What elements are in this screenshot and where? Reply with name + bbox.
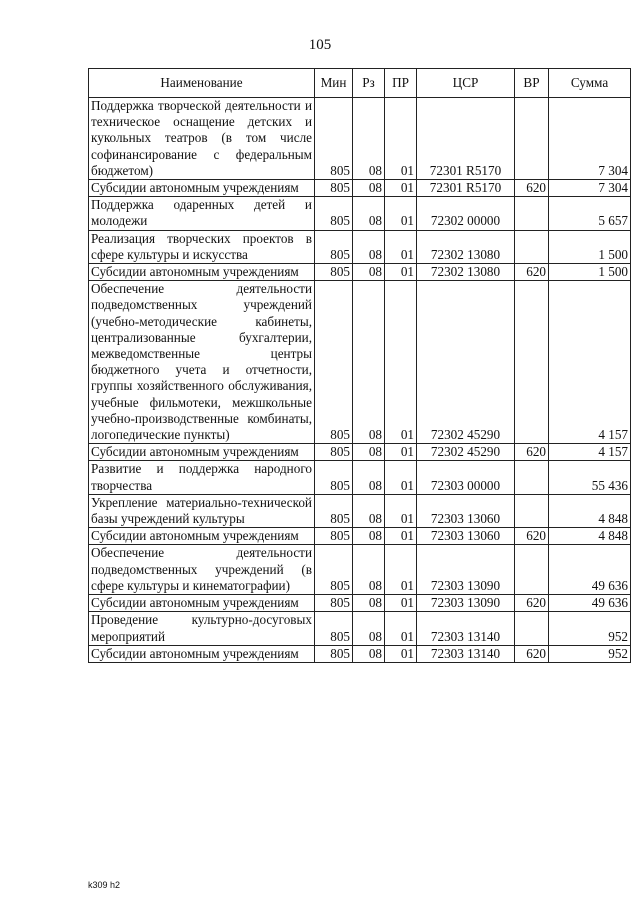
cell-name: Обеспечение деятельности подведомственных учреждений (в сфере культуры и кинематографии) bbox=[89, 545, 315, 595]
table-row bbox=[89, 461, 631, 494]
cell-vr: 620 bbox=[515, 528, 549, 545]
cell-csr: 72303 13090 bbox=[417, 545, 515, 595]
cell-sum: 5 657 bbox=[549, 197, 631, 230]
cell-name: Субсидии автономным учреждениям bbox=[89, 645, 315, 662]
cell-rz: 08 bbox=[353, 545, 385, 595]
cell-min: 805 bbox=[315, 612, 353, 645]
table-row bbox=[89, 444, 631, 461]
cell-vr bbox=[515, 612, 549, 645]
cell-rz: 08 bbox=[353, 595, 385, 612]
table-row bbox=[89, 180, 631, 197]
cell-rz: 08 bbox=[353, 461, 385, 494]
cell-pr: 01 bbox=[385, 545, 417, 595]
table-row bbox=[89, 98, 631, 180]
cell-name: Реализация творческих проектов в сфере культуры и искусства bbox=[89, 230, 315, 263]
cell-name: Укрепление материально-технической базы учреждений культуры bbox=[89, 494, 315, 527]
table-row bbox=[89, 197, 631, 230]
cell-pr: 01 bbox=[385, 461, 417, 494]
cell-rz: 08 bbox=[353, 197, 385, 230]
cell-min: 805 bbox=[315, 98, 353, 180]
cell-pr: 01 bbox=[385, 98, 417, 180]
cell-sum: 4 157 bbox=[549, 281, 631, 444]
cell-csr: 72303 13060 bbox=[417, 494, 515, 527]
cell-vr: 620 bbox=[515, 444, 549, 461]
column-header-pr: ПР bbox=[385, 69, 417, 98]
cell-vr bbox=[515, 461, 549, 494]
cell-pr: 01 bbox=[385, 528, 417, 545]
cell-csr: 72302 45290 bbox=[417, 444, 515, 461]
column-header-csr: ЦСР bbox=[417, 69, 515, 98]
cell-csr: 72303 13140 bbox=[417, 612, 515, 645]
cell-sum: 7 304 bbox=[549, 98, 631, 180]
cell-pr: 01 bbox=[385, 230, 417, 263]
cell-vr bbox=[515, 230, 549, 263]
cell-vr bbox=[515, 197, 549, 230]
column-header-name: Наименование bbox=[89, 69, 315, 98]
cell-vr bbox=[515, 494, 549, 527]
cell-csr: 72303 13090 bbox=[417, 595, 515, 612]
cell-name: Субсидии автономным учреждениям bbox=[89, 180, 315, 197]
column-header-sum: Сумма bbox=[549, 69, 631, 98]
cell-sum: 4 157 bbox=[549, 444, 631, 461]
cell-sum: 1 500 bbox=[549, 230, 631, 263]
table-row bbox=[89, 281, 631, 444]
column-header-min: Мин bbox=[315, 69, 353, 98]
cell-min: 805 bbox=[315, 230, 353, 263]
cell-rz: 08 bbox=[353, 612, 385, 645]
cell-name: Развитие и поддержка народного творчества bbox=[89, 461, 315, 494]
cell-csr: 72303 13060 bbox=[417, 528, 515, 545]
cell-pr: 01 bbox=[385, 264, 417, 281]
cell-name: Проведение культурно-досуговых мероприятий bbox=[89, 612, 315, 645]
cell-csr: 72301 R5170 bbox=[417, 98, 515, 180]
cell-rz: 08 bbox=[353, 494, 385, 527]
cell-pr: 01 bbox=[385, 180, 417, 197]
cell-vr: 620 bbox=[515, 264, 549, 281]
cell-sum: 55 436 bbox=[549, 461, 631, 494]
cell-rz: 08 bbox=[353, 264, 385, 281]
cell-name: Поддержка одаренных детей и молодежи bbox=[89, 197, 315, 230]
cell-sum: 7 304 bbox=[549, 180, 631, 197]
cell-pr: 01 bbox=[385, 494, 417, 527]
table-header-row bbox=[89, 69, 631, 98]
cell-csr: 72303 13140 bbox=[417, 645, 515, 662]
cell-min: 805 bbox=[315, 528, 353, 545]
cell-vr: 620 bbox=[515, 645, 549, 662]
cell-min: 805 bbox=[315, 645, 353, 662]
table-row bbox=[89, 595, 631, 612]
cell-sum: 49 636 bbox=[549, 545, 631, 595]
cell-min: 805 bbox=[315, 197, 353, 230]
column-header-vr: ВР bbox=[515, 69, 549, 98]
table-body bbox=[89, 98, 631, 663]
cell-name: Субсидии автономным учреждениям bbox=[89, 444, 315, 461]
cell-min: 805 bbox=[315, 545, 353, 595]
cell-csr: 72302 45290 bbox=[417, 281, 515, 444]
cell-min: 805 bbox=[315, 595, 353, 612]
cell-rz: 08 bbox=[353, 281, 385, 444]
cell-csr: 72301 R5170 bbox=[417, 180, 515, 197]
cell-rz: 08 bbox=[353, 98, 385, 180]
cell-sum: 1 500 bbox=[549, 264, 631, 281]
cell-name: Обеспечение деятельности подведомственных учреждений (учебно-методические кабинеты, централизованные бухгалтерии, межведомственные центры бюджетного учета и отчетности, группы хозяйственного обслуживания, учебные фильмотеки, межшкольные учебно-производственные комбинаты, логопедические пункты) bbox=[89, 281, 315, 444]
cell-sum: 4 848 bbox=[549, 494, 631, 527]
cell-min: 805 bbox=[315, 444, 353, 461]
cell-min: 805 bbox=[315, 461, 353, 494]
cell-sum: 4 848 bbox=[549, 528, 631, 545]
cell-rz: 08 bbox=[353, 230, 385, 263]
cell-csr: 72302 13080 bbox=[417, 230, 515, 263]
page-number: 105 bbox=[308, 37, 332, 53]
cell-min: 805 bbox=[315, 281, 353, 444]
table-row bbox=[89, 230, 631, 263]
cell-vr bbox=[515, 545, 549, 595]
cell-rz: 08 bbox=[353, 180, 385, 197]
cell-rz: 08 bbox=[353, 645, 385, 662]
budget-table bbox=[88, 68, 631, 663]
cell-sum: 49 636 bbox=[549, 595, 631, 612]
cell-pr: 01 bbox=[385, 645, 417, 662]
cell-vr: 620 bbox=[515, 595, 549, 612]
table-row bbox=[89, 528, 631, 545]
cell-name: Субсидии автономным учреждениям bbox=[89, 528, 315, 545]
cell-pr: 01 bbox=[385, 595, 417, 612]
cell-min: 805 bbox=[315, 180, 353, 197]
cell-rz: 08 bbox=[353, 444, 385, 461]
cell-vr bbox=[515, 281, 549, 444]
cell-min: 805 bbox=[315, 494, 353, 527]
table-row bbox=[89, 494, 631, 527]
cell-vr bbox=[515, 98, 549, 180]
cell-min: 805 bbox=[315, 264, 353, 281]
cell-name: Субсидии автономным учреждениям bbox=[89, 264, 315, 281]
cell-csr: 72303 00000 bbox=[417, 461, 515, 494]
cell-vr: 620 bbox=[515, 180, 549, 197]
table-row bbox=[89, 612, 631, 645]
cell-csr: 72302 00000 bbox=[417, 197, 515, 230]
cell-rz: 08 bbox=[353, 528, 385, 545]
footer-code: k309 h2 bbox=[88, 880, 121, 890]
cell-pr: 01 bbox=[385, 444, 417, 461]
cell-pr: 01 bbox=[385, 612, 417, 645]
column-header-rz: Рз bbox=[353, 69, 385, 98]
cell-pr: 01 bbox=[385, 281, 417, 444]
table-row bbox=[89, 545, 631, 595]
cell-name: Субсидии автономным учреждениям bbox=[89, 595, 315, 612]
cell-pr: 01 bbox=[385, 197, 417, 230]
cell-csr: 72302 13080 bbox=[417, 264, 515, 281]
table-row bbox=[89, 264, 631, 281]
cell-sum: 952 bbox=[549, 645, 631, 662]
cell-sum: 952 bbox=[549, 612, 631, 645]
cell-name: Поддержка творческой деятельности и техническое оснащение детских и кукольных театров (в том числе софинансирование с федеральным бюджетом) bbox=[89, 98, 315, 180]
table-row bbox=[89, 645, 631, 662]
